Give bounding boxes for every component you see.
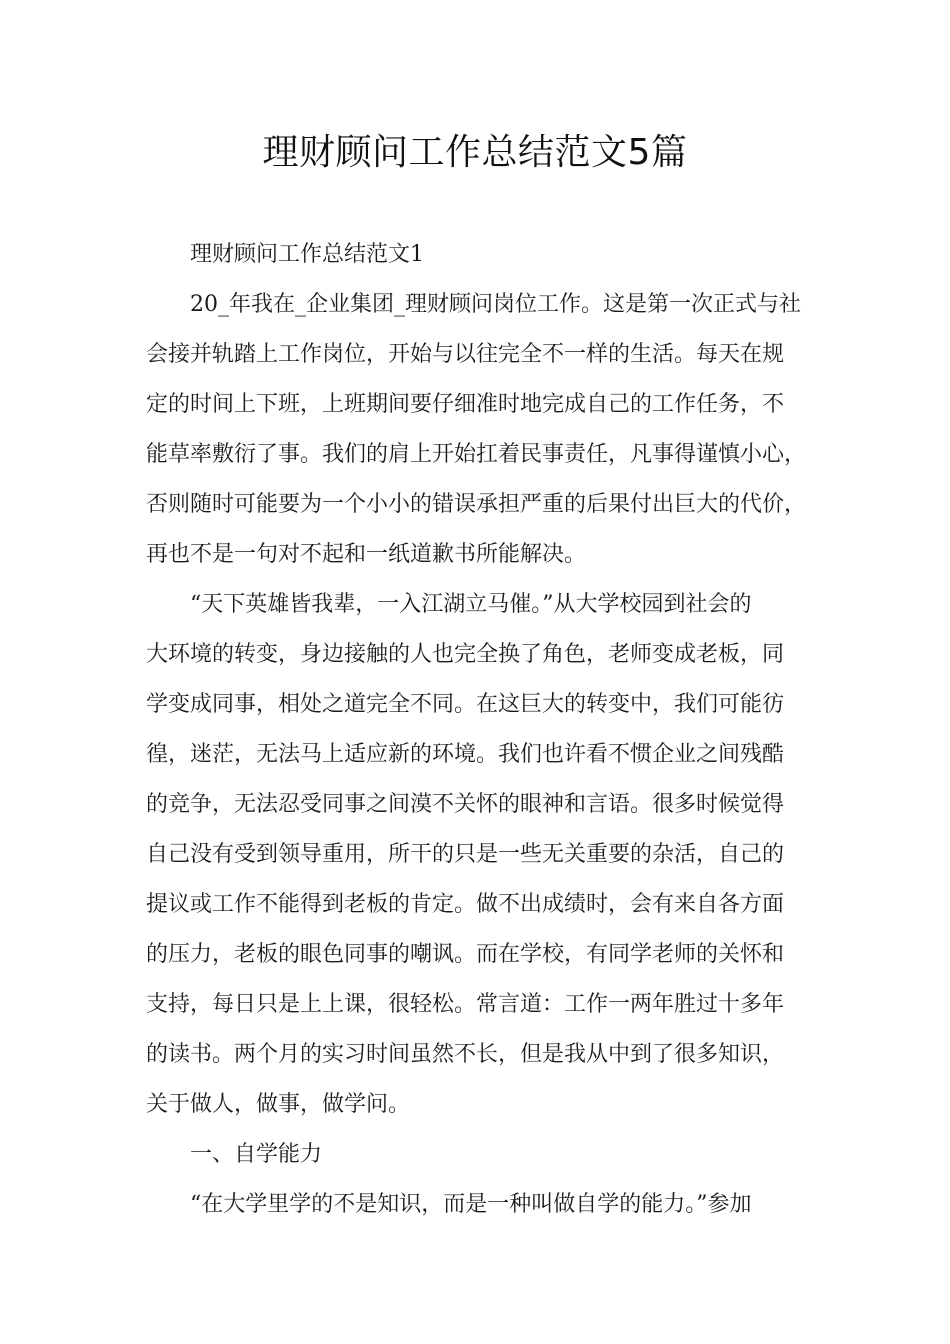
text-line: 否则随时可能要为一个小小的错误承担严重的后果付出巨大的代价，	[146, 492, 807, 517]
text-line: 的压力，老板的眼色同事的嘲讽。而在学校，有同学老师的关怀和	[146, 942, 785, 967]
text-line: 理财顾问工作总结范文1	[190, 242, 424, 267]
text-line: 一、自学能力	[190, 1142, 323, 1167]
text-line: 大环境的转变，身边接触的人也完全换了角色，老师变成老板，同	[146, 642, 785, 667]
text-line: “天下英雄皆我辈，一入江湖立马催。”从大学校园到社会的	[190, 592, 752, 617]
paragraph-1	[146, 280, 822, 580]
section-heading-1	[146, 230, 822, 280]
text-line: 提议或工作不能得到老板的肯定。做不出成绩时，会有来自各方面	[146, 892, 785, 917]
text-line: 再也不是一句对不起和一纸道歉书所能解决。	[146, 542, 587, 567]
document-body	[146, 230, 822, 1230]
text-line: 支持，每日只是上上课，很轻松。常言道：工作一两年胜过十多年	[146, 992, 785, 1017]
document-title: 理财顾问工作总结范文5篇	[262, 132, 688, 173]
text-line: 会接并轨踏上工作岗位，开始与以往完全不一样的生活。每天在规	[146, 342, 785, 367]
text-line: “在大学里学的不是知识，而是一种叫做自学的能力。”参加	[190, 1192, 752, 1217]
text-line: 定的时间上下班，上班期间要仔细准时地完成自己的工作任务，不	[146, 392, 785, 417]
text-line: 20_年我在_企业集团_理财顾问岗位工作。这是第一次正式与社	[190, 292, 801, 317]
section-heading-2	[146, 1130, 822, 1180]
text-line: 自己没有受到领导重用，所干的只是一些无关重要的杂活，自己的	[146, 842, 785, 867]
text-line: 的读书。两个月的实习时间虽然不长，但是我从中到了很多知识，	[146, 1042, 785, 1067]
text-line: 能草率敷衍了事。我们的肩上开始扛着民事责任，凡事得谨慎小心，	[146, 442, 807, 467]
text-line: 关于做人，做事，做学问。	[146, 1092, 411, 1117]
text-line: 的竞争，无法忍受同事之间漠不关怀的眼神和言语。很多时候觉得	[146, 792, 785, 817]
paragraph-2	[146, 580, 822, 1130]
paragraph-3	[146, 1180, 822, 1230]
text-line: 学变成同事，相处之道完全不同。在这巨大的转变中，我们可能彷	[146, 692, 785, 717]
text-line: 徨，迷茫，无法马上适应新的环境。我们也许看不惯企业之间残酷	[146, 742, 785, 767]
